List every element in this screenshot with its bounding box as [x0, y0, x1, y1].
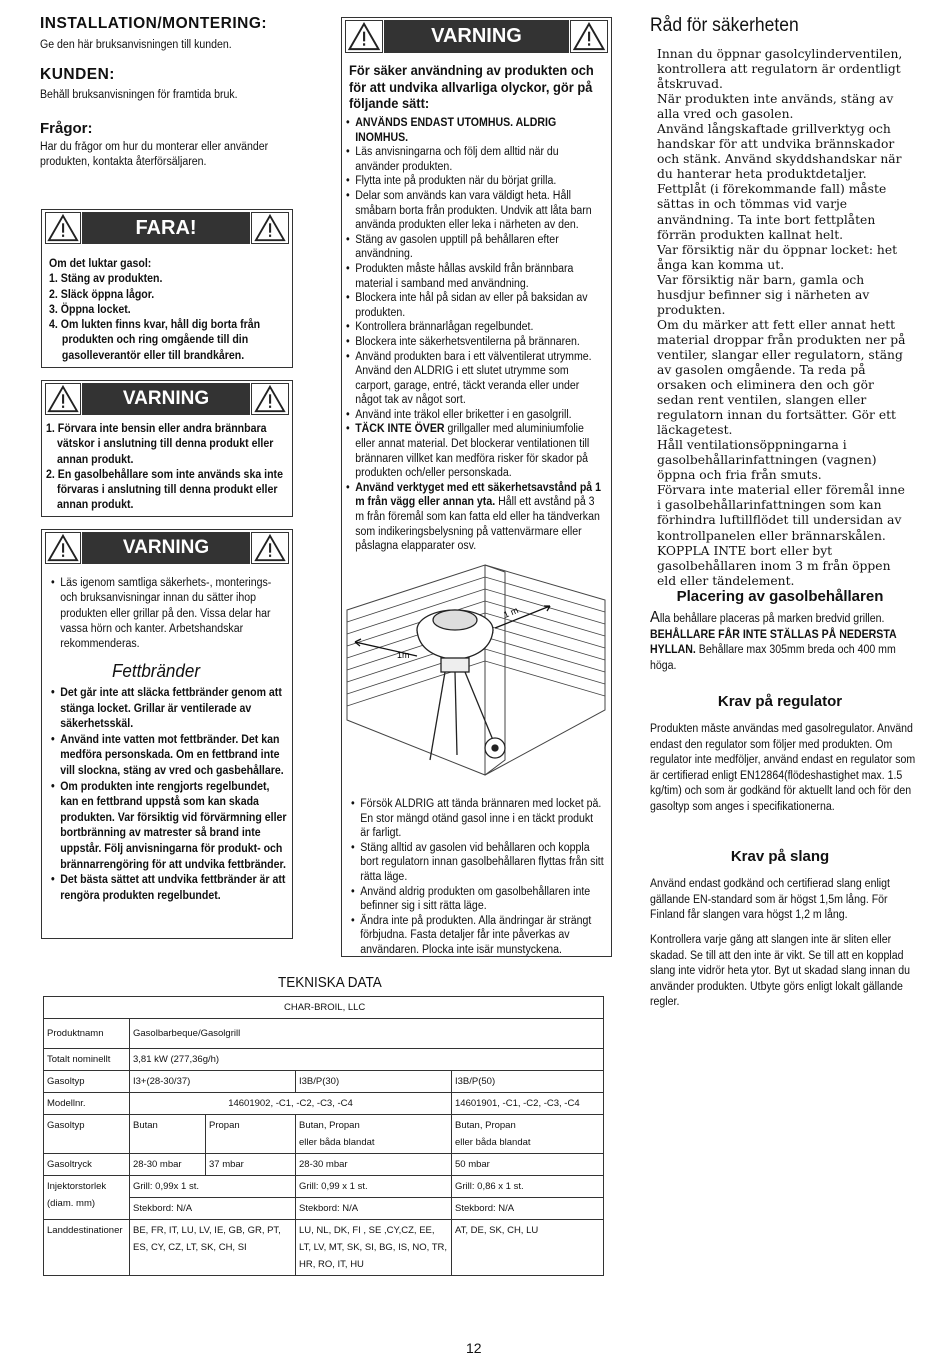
fara-banner: FARA! [82, 212, 250, 244]
warning-triangle-icon [345, 20, 383, 53]
table-cell: 3,81 kW (277,36g/h) [130, 1049, 604, 1071]
varning2-intro: • Läs igenom samtliga säkerhets-, monterings- och bruksanvisningar innan du sätter ihop produkten eller grillar på den. Vissa delar har vassa hörn och kanter. Arbetshandskar rekommenderas. [51, 576, 286, 652]
table-row [44, 1115, 604, 1154]
table-row [44, 1154, 604, 1176]
figure-label-right: 1 m [502, 604, 520, 620]
table-cell: Gasoltyp [44, 1115, 130, 1154]
placering-text: Alla behållare placeras på marken bredvid grillen. BEHÅLLARE FÅR INTE STÄLLAS PÅ NEDERSTA HYLLAN. Behållare max 305mm breda och 400 mm höga. [650, 609, 897, 672]
table-cell: Grill: 0,99x 1 st. Stekbord: N/A [130, 1176, 296, 1220]
right-paragraph: Använd långskaftade grillverktyg och handskar för att undvika brännskador och stänk. Använd skyddshandskar när du hanterar heta produktdetaljer. [657, 122, 902, 182]
safety-item: • Kontrollera brännarlågan regelbundet. [346, 320, 605, 335]
installation-text: Ge den här bruksanvisningen till kunden. [40, 39, 232, 51]
safety-item: • Produkten måste hållas avskild från brännbara material i samband med användning. [346, 262, 605, 291]
fettbrander-item: • Använd inte vatten mot fettbränder. Det kan medföra personskada. Om en fettbrand inte vill slockna, stäng av vred och gasbehållare. [51, 733, 290, 780]
right-paragraph: Fettplåt (i förekommande fall) måste sättas in och tömmas vid varje användning. Ta inte bort fettplåten förrän produkten kallnat helt. [657, 182, 887, 242]
table-cell: BE, FR, IT, LU, LV, IE, GB, GR, PT, ES, CY, CZ, LT, SK, CH, SI [130, 1220, 296, 1276]
placering-dropcap: A [650, 609, 660, 626]
table-cell: 37 mbar [206, 1154, 296, 1176]
right-paragraph: Håll ventilationsöppningarna i gasolbehållarinfattningen (vagnen) öppna och fria från smuts. [657, 438, 877, 483]
safety-item: • Försök ALDRIG att tända brännaren med locket på. En stor mängd otänd gasol inne i en täckt produkt är farligt. [351, 797, 604, 841]
right-paragraph: Innan du öppnar gasolcylinderventilen, kontrollera att regulatorn är ordentligt åtskruvad. [657, 47, 903, 92]
warning-triangle-icon [251, 212, 289, 244]
grill-clearance-figure [345, 560, 610, 785]
varning2-intro-list [51, 576, 286, 652]
right-paragraph: KOPPLA INTE bort eller byt gasolbehållaren inom 3 m från öppen eld eller tändelement. [657, 543, 891, 588]
table-cell: Butan, Propan eller båda blandat [296, 1115, 452, 1154]
safety-item: • Använd inte träkol eller briketter i en gasolgrill. [346, 408, 605, 423]
varning-banner: VARNING [82, 532, 250, 564]
fara-item: 1. Stäng av produkten. [49, 273, 163, 286]
fara-content [49, 257, 279, 364]
warning-triangle-icon [45, 383, 81, 415]
table-cell: Gasoltryck [44, 1154, 130, 1176]
fettbrander-item: • Det går inte att släcka fettbränder genom att stänga locket. Grillar är ventilerade av säkerhetsskäl. [51, 686, 290, 733]
table-row [44, 1071, 604, 1093]
table-cell: Gasoltyp [44, 1071, 130, 1093]
table-cell: 14601901, -C1, -C2, -C3, -C4 [452, 1093, 604, 1115]
right-paragraph: Om du märker att fett eller annat hett material droppar från produkten ner på ventiler, slangar eller regulatorn, stäng av gasolen omgående. Ta reda på orsaken och eliminera den och gör sedan rent ventilen, slangen eller regulatorn innan du fortsätter. Gör ett läckagetest. [657, 317, 906, 438]
installation-title: INSTALLATION/MONTERING: [40, 15, 268, 32]
table-cell: Produktnamn [44, 1019, 130, 1049]
regulator-text: Produkten måste användas med gasolregulator. Använd endast den regulator som följer med produkten. Om regulator inte medföljer, använd endast en regulator som är certifierad enligt EN12864(flödeshastighet max. 1.5 kg/tim) och som är godkänd för aktuellt land och för den gasoltyp som anges i specifikationerna. [650, 723, 916, 813]
table-cell: 50 mbar [452, 1154, 604, 1176]
placering-title: Placering av gasolbehållaren [676, 588, 884, 605]
table-cell: Grill: 0,86 x 1 st. Stekbord: N/A [452, 1176, 604, 1220]
warning-triangle-icon [45, 212, 81, 244]
right-paragraph: Var försiktig när barn, gamla och husdjur befinner sig i närheten av produkten. [657, 272, 870, 317]
table-cell: 14601902, -C1, -C2, -C3, -C4 [130, 1093, 452, 1115]
middle-safety-list-2 [351, 797, 604, 958]
right-title: Råd för säkerheten [650, 15, 799, 36]
kunden-title: KUNDEN: [40, 66, 115, 83]
fettbrander-item: • Det bästa sättet att undvika fettbränder är att rengöra produkten regelbundet. [51, 873, 290, 904]
table-row [44, 1093, 604, 1115]
table-cell: Butan, Propan eller båda blandat [452, 1115, 604, 1154]
right-paragraph: Förvara inte material eller föremål inne i gasolbehållarinfattningen som kan förhindra luftillflödet till undersidan av kontrollpanelen eller brännarskålen. [657, 483, 905, 543]
middle-safety-list [346, 116, 605, 554]
table-cell: Gasolbarbeque/Gasolgrill [130, 1019, 604, 1049]
fara-item: 3. Öppna locket. [49, 303, 131, 316]
table-cell: LU, NL, DK, FI , SE ,CY,CZ, EE, LT, LV, MT, SK, SI, BG, IS, NO, TR, HR, RO, IT, HU [296, 1220, 452, 1276]
safety-item: • Använd aldrig produkten om gasolbehållaren inte befinner sig i sitt rätta läge. [351, 885, 604, 914]
fettbrander-list [51, 686, 290, 904]
right-paragraph: Var försiktig när du öppnar locket: het ånga kan komma ut. [657, 242, 898, 272]
fara-item: 4. Om lukten finns kvar, håll dig borta från produkten och ring omgående till din gasolleverantör eller till brandkåren. [49, 319, 261, 362]
fara-item: 2. Släck öppna lågor. [49, 288, 155, 301]
table-row [44, 1176, 604, 1220]
table-cell: I3B/P(30) [296, 1071, 452, 1093]
safety-item: • Delar som används kan vara väldigt heta. Håll småbarn borta från produkten. Undvik att låta barn använda produkten eller leka i närheten av den. [346, 189, 605, 233]
middle-heading: För säker användning av produkten och för att undvika allvarliga olyckor, gör på följande sätt: [349, 62, 594, 111]
table-cell: Grill: 0,99 x 1 st. Stekbord: N/A [296, 1176, 452, 1220]
safety-item: • Läs anvisningarna och följ dem alltid när du använder produkten. [346, 145, 605, 174]
fragor-text: Har du frågor om hur du monterar eller använder produkten, kontakta återförsäljaren. [40, 141, 269, 168]
slang-title: Krav på slang [730, 848, 830, 865]
warning-triangle-icon [45, 532, 81, 564]
tech-table [43, 996, 604, 1276]
safety-item: • Använd verktyget med ett säkerhetsavstånd på 1 m från vägg eller annan yta. Håll ett avstånd på 3 m från föremål som kan fatta eld eller ha tändverkan som indikeringsbelysning på vattenvärmare eller påslagna elapparater osv. [346, 481, 605, 554]
table-row [44, 997, 604, 1019]
tech-title: TEKNISKA DATA [278, 974, 382, 991]
safety-item: • Stäng alltid av gasolen vid behållaren och koppla bort regulatorn innan gasolbehållaren flyttas från sitt rätta läge. [351, 841, 604, 885]
safety-item: • Blockera inte säkerhetsventilerna på brännaren. [346, 335, 605, 350]
right-paragraph: När produkten inte används, stäng av alla vred och gasolen. [657, 92, 894, 122]
table-row [44, 1049, 604, 1071]
safety-item: • Blockera inte hål på sidan av eller på baksidan av produkten. [346, 291, 605, 320]
table-cell: CHAR-BROIL, LLC [44, 997, 604, 1019]
safety-item: • Ändra inte på produkten. Alla ändringar är strängt förbjudna. Fasta detaljer får inte påverkas av användaren. Plocka inte isär munstyckena. [351, 914, 604, 958]
safety-item: • Använd produkten bara i ett välventilerat utrymme. Använd den ALDRIG i ett slutet utrymme som carport, garage, entré, täckt veranda eller under något tak av något sort. [346, 350, 605, 408]
slang-text-1: Använd endast godkänd och certifierad slang enligt gällande EN-standard som är högst 1,5m lång. För Finland får slangen vara högst 1,2 m lång. [650, 878, 890, 921]
warning-triangle-icon [570, 20, 608, 53]
table-cell: Propan [206, 1115, 296, 1154]
fara-intro: Om det luktar gasol: [49, 258, 152, 270]
fragor-title: Frågor: [40, 120, 93, 137]
warning-triangle-icon [251, 383, 289, 415]
table-cell: Butan [130, 1115, 206, 1154]
table-cell: 28-30 mbar [296, 1154, 452, 1176]
varning1-item: 2. En gasolbehållare som inte används ska inte förvaras i anslutning till denna produkt eller annan produkt. [46, 468, 283, 512]
page-number: 12 [466, 1340, 482, 1356]
table-cell: 28-30 mbar [130, 1154, 206, 1176]
regulator-title: Krav på regulator [717, 693, 843, 710]
warning-triangle-icon [251, 532, 289, 564]
safety-item: • Flytta inte på produkten när du börjat grilla. [346, 174, 605, 189]
right-paragraphs [657, 47, 912, 589]
varning1-content [46, 422, 285, 514]
table-row [44, 1220, 604, 1276]
kunden-text: Behåll bruksanvisningen för framtida bruk. [40, 89, 238, 101]
varning-banner: VARNING [384, 20, 569, 53]
table-cell: I3+(28-30/37) [130, 1071, 296, 1093]
table-cell: Modellnr. [44, 1093, 130, 1115]
fettbrander-item: • Om produkten inte rengjorts regelbundet, kan en fettbrand uppstå som kan skada produkten. Var försiktig vid förvärmning eller bortbränning av matrester så brand inte uppstår. Följ anvisningarna för produkt- och brännarrengöring för att undvika fettbränder. [51, 780, 290, 874]
safety-item: • ANVÄNDS ENDAST UTOMHUS. ALDRIG INOMHUS. [346, 116, 605, 145]
figure-label-left: 1m [397, 650, 410, 660]
table-cell: Totalt nominellt [44, 1049, 130, 1071]
slang-text-2: Kontrollera varje gång att slangen inte är sliten eller skadad. Se till att den inte är vikt. Se till att en kopplad slang inte vidrör heta ytor. Byt ut skadad slang innan du använder produkten. Utbyte görs enligt lokalt gällande regler. [650, 934, 910, 1008]
table-cell: Landdestinationer [44, 1220, 130, 1276]
table-cell: I3B/P(50) [452, 1071, 604, 1093]
table-row [44, 1019, 604, 1049]
table-cell: Injektorstorlek (diam. mm) [44, 1176, 130, 1220]
fettbrander-subtitle: Fettbränder [112, 660, 200, 681]
table-cell: AT, DE, SK, CH, LU [452, 1220, 604, 1276]
varning1-item: 1. Förvara inte bensin eller andra brännbara vätskor i anslutning till denna produkt eller annan produkt. [46, 423, 274, 466]
safety-item: • Stäng av gasolen upptill på behållaren efter användning. [346, 233, 605, 262]
varning-banner: VARNING [82, 383, 250, 415]
safety-item: • TÄCK INTE ÖVER grillgaller med aluminiumfolie eller annat material. Det blockerar ventilationen till brännaren villket kan medföra risker för skador på produkten och/eller personskada. [346, 422, 605, 480]
